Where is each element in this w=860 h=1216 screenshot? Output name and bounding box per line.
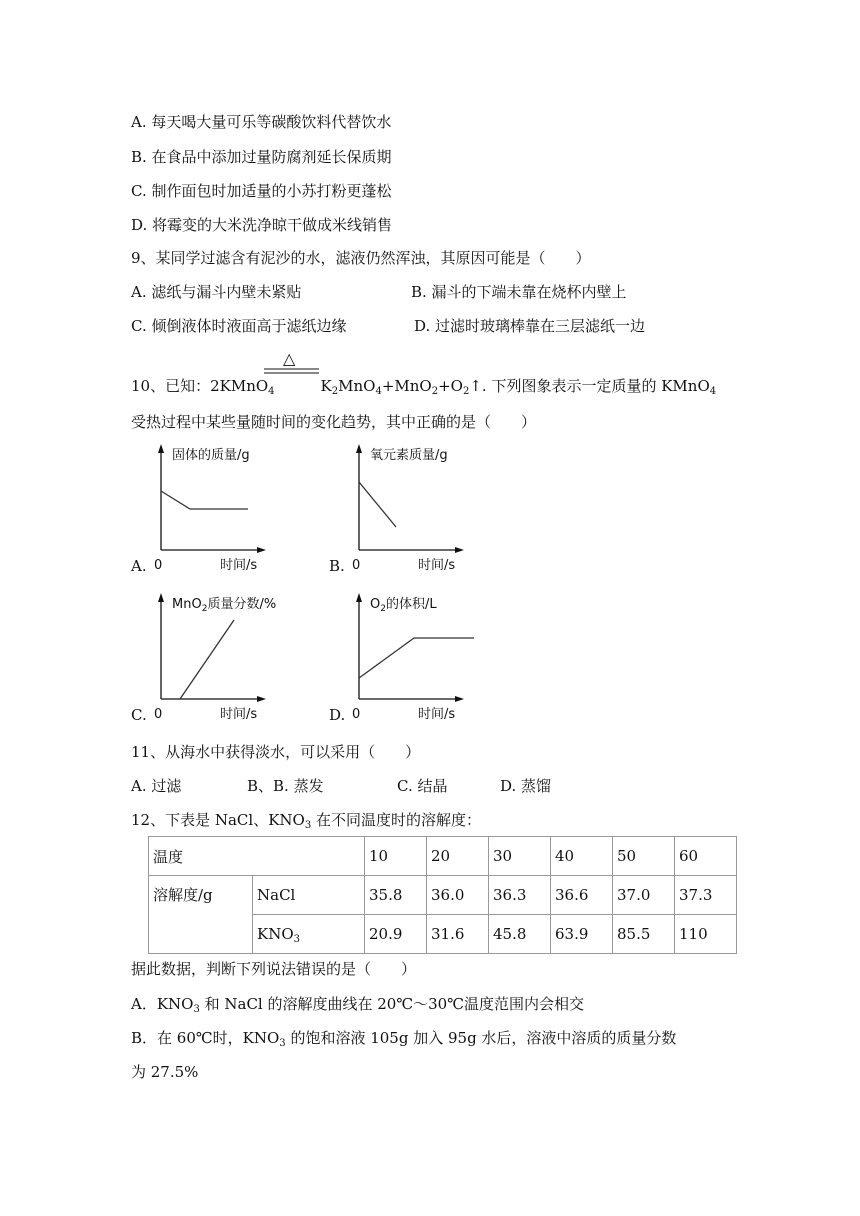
solubility-table <box>148 836 737 954</box>
q9-option-c: C. 倾倒液体时液面高于滤纸边缘 <box>131 317 347 335</box>
q8-option-c: C. 制作面包时加适量的小苏打粉更蓬松 <box>131 182 392 200</box>
graph-d-curve <box>359 638 474 678</box>
graph-c-origin: 0 <box>154 707 163 722</box>
solubility-label-cell: 溶解度/g <box>149 876 253 954</box>
table-cell: 20.9 <box>365 915 427 954</box>
q12-stem: 12、下表是 NaCl、$KNO_3$ 在不同温度时的溶解度： <box>131 811 481 831</box>
q11-option-c: C. 结晶 <box>397 777 448 795</box>
kno3-label-cell: $KNO_3$ <box>253 915 365 954</box>
heat-delta-symbol: △ <box>283 349 296 368</box>
graph-b-xlabel: 时间/s <box>418 558 456 573</box>
q11-option-b: B、B. 蒸发 <box>247 777 324 795</box>
graph-a-letter: A. <box>131 557 147 575</box>
q11-stem: 11、从海水中获得淡水，可以采用（ ） <box>131 743 421 761</box>
q11-option-a: A. 过滤 <box>131 777 182 795</box>
reaction-double-line <box>264 368 320 376</box>
table-cell: 36.6 <box>551 876 613 915</box>
graph-c-letter: C. <box>131 706 147 724</box>
table-cell: 40 <box>551 837 613 876</box>
table-cell: 35.8 <box>365 876 427 915</box>
graph-c-curve <box>180 620 234 699</box>
table-cell: 85.5 <box>613 915 675 954</box>
q9-option-a: A. 滤纸与漏斗内壁未紧贴 <box>131 283 302 301</box>
q10-stem-line2: 受热过程中某些量随时间的变化趋势，其中正确的是（ ） <box>131 413 537 431</box>
graph-c-xlabel: 时间/s <box>220 707 258 722</box>
graph-a-curve <box>161 491 248 509</box>
q11-option-d: D. 蒸馏 <box>500 777 552 795</box>
q10-stem-line1: 10、已知：2KMnO$_4$ $K_2MnO_4+MnO_2+O_2↑$. 下列图象表示一定质量的 KMnO$_4$ <box>131 377 717 397</box>
table-cell: 31.6 <box>427 915 489 954</box>
graph-d-xlabel: 时间/s <box>418 707 456 722</box>
q9-option-d: D. 过滤时玻璃棒靠在三层滤纸一边 <box>414 317 646 335</box>
temp-label-cell: 温度 <box>149 837 365 876</box>
table-row <box>149 876 737 915</box>
table-cell: 63.9 <box>551 915 613 954</box>
table-cell: 37.0 <box>613 876 675 915</box>
graph-a-xlabel: 时间/s <box>220 558 258 573</box>
q8-option-b: B. 在食品中添加过量防腐剂延长保质期 <box>131 148 392 166</box>
q8-option-a: A. 每天喝大量可乐等碳酸饮料代替饮水 <box>131 113 392 131</box>
graph-c-ylabel: MnO$_2$质量分数/% <box>172 597 277 614</box>
graph-d-origin: 0 <box>352 707 361 722</box>
table-cell: 50 <box>613 837 675 876</box>
q12-judge: 据此数据，判断下列说法错误的是（ ） <box>131 960 417 978</box>
graph-b-ylabel: 氧元素质量/g <box>370 448 448 463</box>
q9-option-b: B. 漏斗的下端未靠在烧杯内壁上 <box>411 283 627 301</box>
q12-option-a: A．$KNO_3$ 和 NaCl 的溶解度曲线在 20℃～30℃温度范围内会相交 <box>131 995 584 1015</box>
table-cell: 10 <box>365 837 427 876</box>
graph-d-ylabel: $O_2$的体积/L <box>370 597 437 614</box>
table-cell: 37.3 <box>675 876 737 915</box>
q12-option-b-cont: 为 27.5% <box>131 1063 199 1081</box>
table-cell: 36.0 <box>427 876 489 915</box>
graph-b <box>346 440 476 575</box>
table-cell: 45.8 <box>489 915 551 954</box>
graph-d-letter: D. <box>329 706 346 724</box>
q8-option-d: D. 将霉变的大米洗净晾干做成米线销售 <box>131 216 393 234</box>
graph-c <box>148 589 278 724</box>
table-cell: 60 <box>675 837 737 876</box>
graph-d <box>346 589 486 724</box>
q12-option-b: B．在 60℃时，$KNO_3$ 的饱和溶液 105g 加入 95g 水后，溶液中溶质的质量分数 <box>131 1029 677 1049</box>
graph-a-ylabel: 固体的质量/g <box>172 448 250 463</box>
graph-b-origin: 0 <box>352 558 361 573</box>
graph-a-origin: 0 <box>154 558 163 573</box>
graph-b-curve <box>359 482 396 527</box>
table-cell: 110 <box>675 915 737 954</box>
q9-stem: 9、某同学过滤含有泥沙的水，滤液仍然浑浊，其原因可能是（ ） <box>131 249 591 267</box>
nacl-label-cell: NaCl <box>253 876 365 915</box>
graph-b-letter: B. <box>329 557 345 575</box>
table-cell: 36.3 <box>489 876 551 915</box>
graph-a <box>148 440 278 575</box>
table-cell: 30 <box>489 837 551 876</box>
table-cell: 20 <box>427 837 489 876</box>
table-row <box>149 837 737 876</box>
